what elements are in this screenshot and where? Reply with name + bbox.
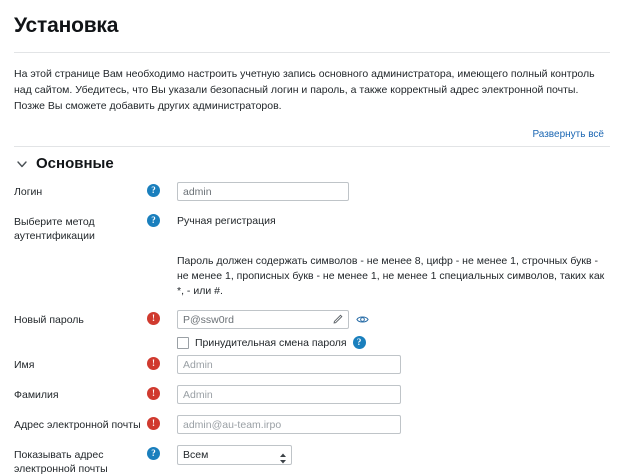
email-visibility-label: Показывать адрес электронной почты (14, 449, 108, 475)
new-password-badge-cell (147, 310, 177, 325)
lastname-badge-cell (147, 385, 177, 400)
password-input-group (177, 310, 610, 329)
required-icon[interactable]: ! (147, 417, 160, 430)
expand-all-row (14, 128, 610, 140)
help-icon[interactable]: ? (147, 214, 160, 227)
chevron-down-icon[interactable] (16, 158, 28, 170)
setup-page (0, 14, 624, 475)
email-visibility-select[interactable] (177, 445, 292, 465)
password-requirements-text: Пароль должен содержать символов - не менее 8, цифр - не менее 1, строчных букв - не менее 1, прописных букв - не менее 1, не менее 1 специальных символов, таких как *, - или #. (177, 255, 605, 297)
firstname-field-cell (177, 355, 610, 374)
email-visibility-badge-cell (147, 445, 177, 460)
force-password-change-label: Принудительная смена пароля (195, 336, 347, 349)
auth-method-value-cell (177, 212, 610, 227)
firstname-badge-cell (147, 355, 177, 370)
help-icon[interactable]: ? (147, 447, 160, 460)
password-hint-badge-spacer (147, 254, 177, 256)
new-password-label: Новый пароль (14, 314, 84, 326)
eye-icon[interactable] (356, 313, 369, 326)
expand-all-link[interactable]: Развернуть всё (532, 129, 604, 140)
login-input[interactable] (177, 182, 349, 201)
force-password-change-row (177, 336, 610, 349)
page-title: Установка (14, 14, 119, 37)
required-icon[interactable]: ! (147, 387, 160, 400)
lastname-input[interactable] (177, 385, 401, 404)
title-divider (14, 52, 610, 53)
force-password-change-checkbox[interactable] (177, 337, 189, 349)
email-label: Адрес электронной почты (14, 419, 141, 431)
new-password-input[interactable] (177, 310, 349, 329)
password-box (177, 310, 349, 329)
help-icon[interactable]: ? (147, 184, 160, 197)
section-title: Основные (36, 155, 114, 172)
lastname-label: Фамилия (14, 389, 59, 401)
lastname-field-cell (177, 385, 610, 404)
settings-form (14, 182, 610, 476)
password-hint-cell (177, 254, 610, 299)
auth-method-badge-cell (147, 212, 177, 227)
help-icon[interactable]: ? (353, 336, 366, 349)
email-visibility-select-wrap (177, 449, 292, 461)
email-badge-cell (147, 415, 177, 430)
form-row-new-password (14, 310, 610, 349)
form-row-lastname (14, 385, 610, 404)
login-field-cell (177, 182, 610, 201)
login-label: Логин (14, 186, 43, 198)
email-visibility-field-cell (177, 445, 610, 465)
form-row-email-visibility (14, 445, 610, 476)
required-icon[interactable]: ! (147, 312, 160, 325)
required-icon[interactable]: ! (147, 357, 160, 370)
form-row-login (14, 182, 610, 201)
form-row-email (14, 415, 610, 434)
login-badge-cell (147, 182, 177, 197)
form-row-password-hint (14, 254, 610, 299)
email-input[interactable] (177, 415, 401, 434)
email-field-cell (177, 415, 610, 434)
intro-text: На этой странице Вам необходимо настроить учетную запись основного администратора, имеющего полный контроль над сайтом. Убедитесь, что Вы указали безопасный логин и пароль, а также корректный адрес электронной почты. Позже Вы сможете добавить других администраторов. (14, 68, 595, 112)
section-general (14, 146, 610, 476)
password-hint-label-spacer (14, 254, 147, 257)
new-password-field-cell (177, 310, 610, 349)
firstname-input[interactable] (177, 355, 401, 374)
form-row-firstname (14, 355, 610, 374)
auth-method-value: Ручная регистрация (177, 215, 276, 227)
firstname-label: Имя (14, 359, 35, 371)
auth-method-label: Выберите метод аутентификации (14, 216, 95, 242)
section-header[interactable] (14, 155, 610, 172)
form-row-auth-method (14, 212, 610, 243)
